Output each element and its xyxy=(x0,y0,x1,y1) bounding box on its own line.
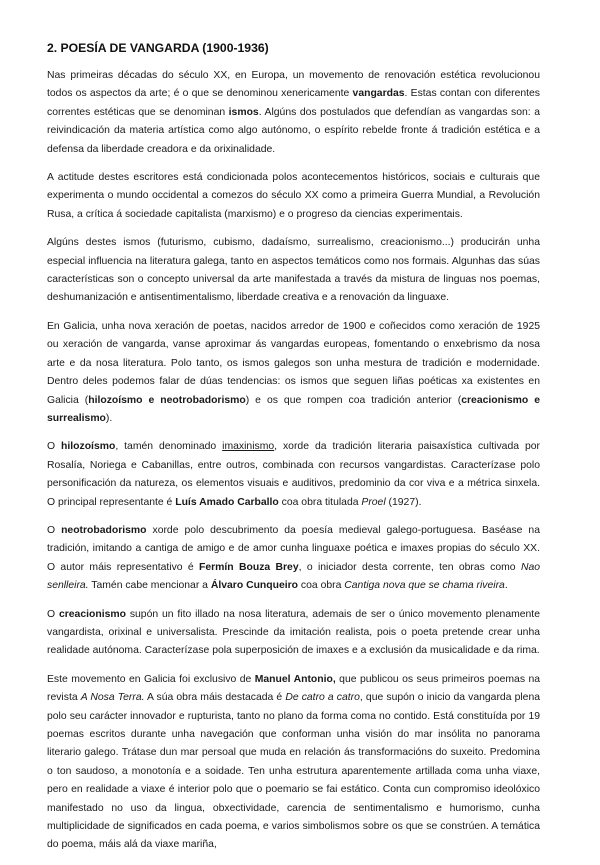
author-manuel-antonio: Manuel Antonio, xyxy=(254,673,336,685)
text: , que supón o inicio da vangarda plena polo seu carácter innovador e rupturista, tanto no plano da forma coma no contido. Está constituída por 19 poemas escritos durante unha navegación que conforman unha visión do mar insólita no panorama literario galego. Trátase dun mar persoal que muda en relación ás transformacións do suxeito. Predomina o ton saudoso, a monotonía e a soidade. Ten unha estrutura aparentemente artillada coma unha viaxe, pero en realidade a viaxe é interior polo que o poemario se fai estático. Conta cun compromiso ideolóxico manifestado no uso da lingua, obxectividade, carencia de sentimentalismo e humorismo, cunha multiplicidade de significados en cada poema, e varios simbolismos sobre os que se constrúen. A temática do poema, máis alá da viaxe mariña, xyxy=(47,692,541,851)
author-bouza-brey: Fermín Bouza Brey xyxy=(199,561,299,573)
text: supón un fito illado na nosa literatura, ademais de ser o único movemento plenamente vangardista, orixinal e universalista. Prescinde da imitación realista, pois o poeta pretende crear unha realidade autónoma. Caracterízase pola superposición de imaxes e a exclusión da musicalidade e da rima. xyxy=(47,608,540,657)
section-title: 2. POESÍA DE VANGARDA (1900-1936) xyxy=(47,41,269,55)
term-hilozoismo-neotrobadorismo: hilozoísmo e neotrobadorismo xyxy=(88,394,246,406)
paragraph-ismos: Algúns destes ismos (futurismo, cubismo, dadaísmo, surrealismo, creacionismo...) producirán unha especial influencia na literatura galega, tanto en aspectos temáticos como nos formais. Algunhas das súas características son o concepto universal da arte manifestada a través da mistura de linguas nos poemas, deshumanización e antisentimentalismo, liberdade creativa e a renovación da linguaxe. xyxy=(47,237,540,304)
author-amado-carballo: Luís Amado Carballo xyxy=(175,496,279,508)
text: A súa obra máis destacada é xyxy=(144,692,286,704)
text: O xyxy=(47,441,62,453)
work-proel: Proel xyxy=(361,496,386,508)
work-cantiga-nova: Cantiga nova que se chama riveira xyxy=(344,580,505,592)
paragraph-galicia xyxy=(47,318,540,428)
term-ismos: ismos xyxy=(228,106,259,118)
paragraph-creacionismo xyxy=(47,606,540,661)
text: , xorde da tradición literaria paisaxística cultivada por Rosalía, Noriega e Cabanillas, entre outros, combinada con recursos vangardistas. Caracterízase polo personificación da natureza, os elementos visuais e auditivos, predominio da cor viva e a métrica sinxela. O principal representante é xyxy=(47,441,540,508)
term-creacionismo: creacionismo xyxy=(58,608,126,620)
text: ). xyxy=(105,412,113,424)
text: Este movemento en Galicia foi exclusivo de xyxy=(47,673,255,685)
text: , tamén denominado xyxy=(115,441,223,453)
term-neotrobadorismo: neotrobadorismo xyxy=(61,524,147,536)
text: coa obra xyxy=(298,580,345,592)
paragraph-neotrobadorismo xyxy=(47,522,540,596)
text: . xyxy=(504,580,508,592)
paragraph-hilozoismo xyxy=(47,438,540,512)
text: O xyxy=(47,524,62,536)
text: . Estas contan con diferentes correntes estéticas que se denominan xyxy=(47,88,540,118)
text: xorde polo descubrimento da poesía medieval galego-portuguesa. Baséase na tradición, imitando a cantiga de amigo e de amor cunha linguaxe poética e imaxes propias do século XX. O autor máis representativo é xyxy=(47,524,540,573)
work-a-nosa-terra: A Nosa Terra. xyxy=(80,692,145,704)
text: . Algúns dos postulados que defendían as vangardas son: a reivindicación da materia artística como algo autónomo, o espírito rebelde fronte á tradición estética e a defensa da liberdade creadora e da orixinalidade. xyxy=(47,106,540,155)
text: Tamén cabe mencionar a xyxy=(88,580,211,592)
term-creacionismo-surrealismo: creacionismo e surrealismo xyxy=(47,394,540,424)
paragraph-context: A actitude destes escritores está condicionada polos acontecementos históricos, sociais e culturais que experimenta o mundo occidental a comezos do século XX como a primeira Guerra Mundial, a Revolución Rusa, a crítica á sociedade capitalista (marxismo) e o progreso da ciencias experimentais. xyxy=(47,172,540,220)
paragraph-manuel-antonio xyxy=(47,671,540,855)
document-page xyxy=(47,40,540,865)
work-nao-senlleira: Nao senlleira. xyxy=(47,561,540,592)
text: En Galicia, unha nova xeración de poetas, nacidos arredor de 1900 e coñecidos como xeración de 1925 ou xeración de vangarda, vanse aproximar ás vangardas europeas, fomentando o enxebrismo da nosa arte e da nosa literatura. Polo tanto, os ismos galegos son unha mestura de tradición e modernidade. Dentro deles podemos falar de dúas tendencias: os ismos que seguen liñas poéticas xa existentes en Galicia ( xyxy=(47,320,540,406)
text: Nas primeiras décadas do século XX, en Europa, un movemento de renovación estética revolucionou todos os aspectos da arte; é o que se denominou xenericamente xyxy=(47,70,540,100)
text: , o iniciador desta corrente, ten obras como xyxy=(298,561,521,573)
text: ) e os que rompen coa tradición anterior ( xyxy=(245,394,462,406)
text: O xyxy=(47,608,59,620)
work-de-catro-a-catro: De catro a catro xyxy=(285,692,360,704)
author-cunqueiro: Álvaro Cunqueiro xyxy=(210,580,299,592)
term-imaxinismo: imaxinismo xyxy=(222,441,275,453)
text: coa obra titulada xyxy=(278,496,362,508)
text: que publicou os seus primeiros poemas na revista xyxy=(47,673,541,704)
term-hilozoismo: hilozoísmo xyxy=(61,441,116,453)
term-vangardas: vangardas xyxy=(352,88,405,100)
text: (1927). xyxy=(385,496,422,508)
paragraph-vangardas-intro xyxy=(47,67,540,159)
